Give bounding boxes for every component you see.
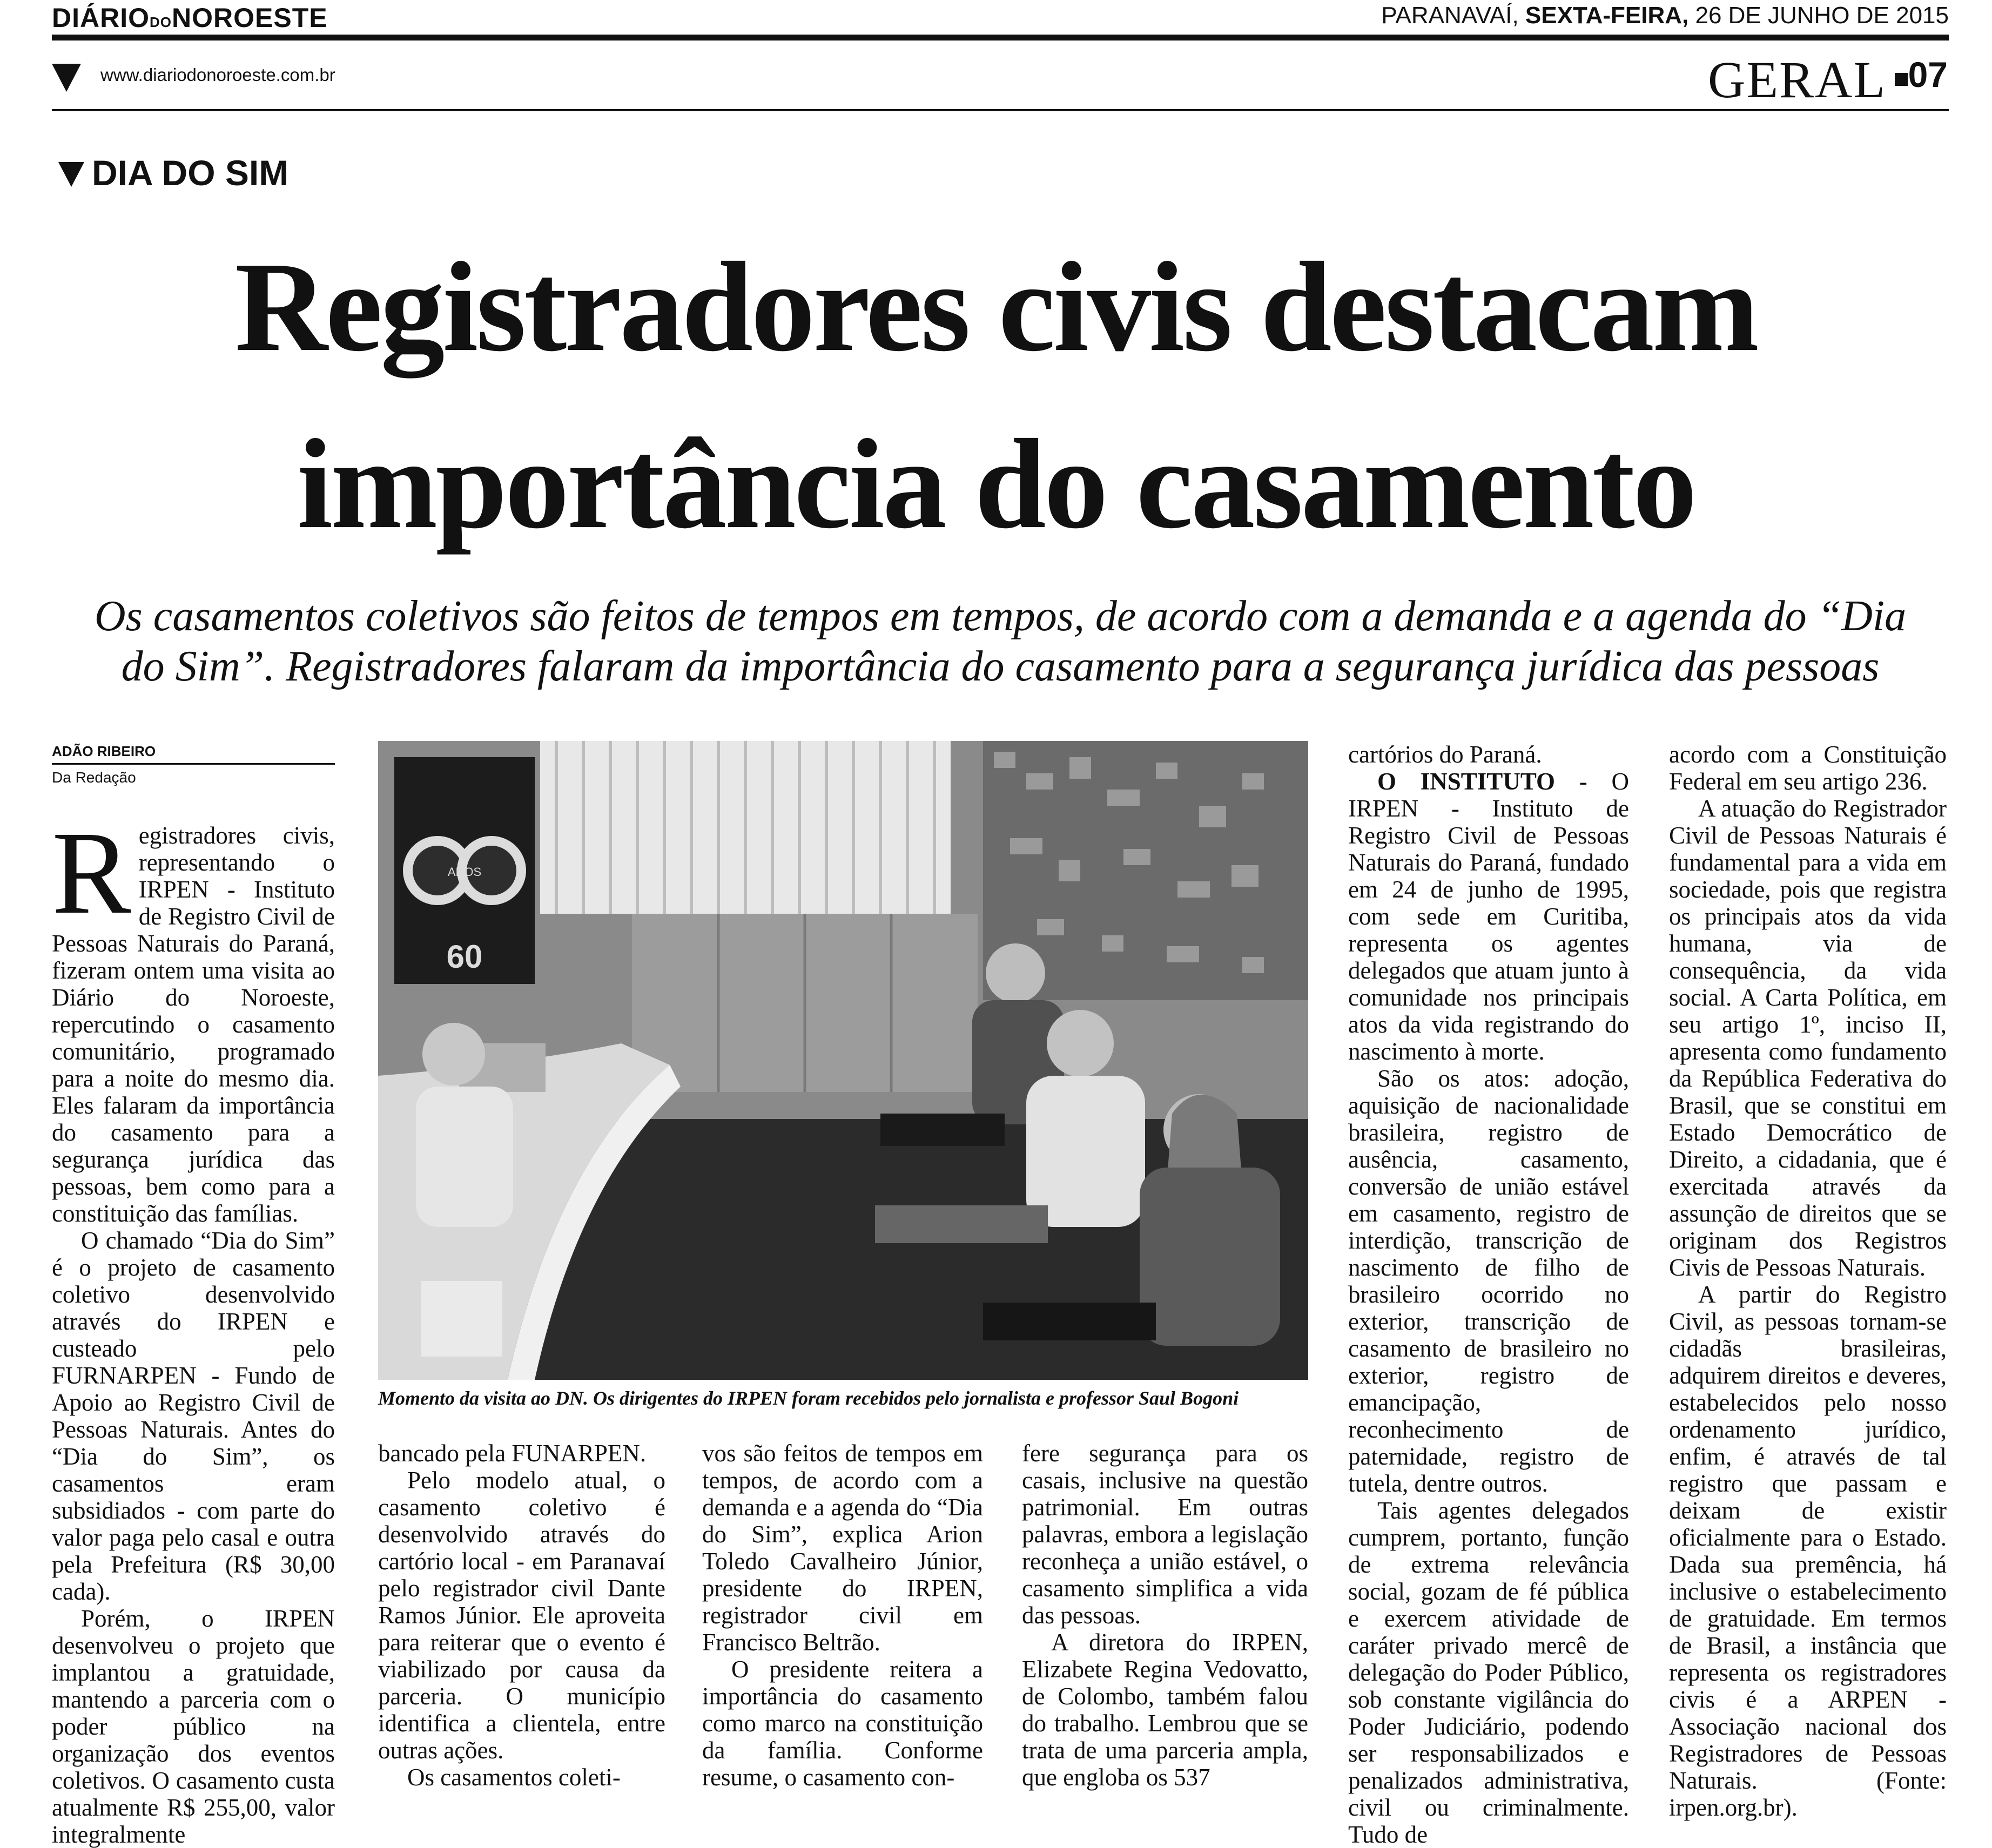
square-bullet-icon [1895,73,1908,86]
photo-caption: Momento da visita ao DN. Os dirigentes do IRPEN foram recebidos pelo jornalista e professor Saul Bogoni [378,1387,1239,1409]
section-rule [52,109,1949,111]
logo-small: DO [150,14,172,30]
dateline-city: PARANAVAÍ, [1381,2,1519,29]
paragraph-text: - O IRPEN - Instituto de Registro Civil de Pessoas Naturais do Paraná, fundado em 24 de junho de 1995, com sede em Curitiba, representa os agentes delegados que atuam junto à comunidade nos principais atos da vida registrando do nascimento à morte. [1348,768,1629,1065]
subhead-instituto: O INSTITUTO [1377,768,1556,795]
paragraph: Tais agentes delegados cumprem, portanto, função de extrema relevância social, gozam de fé pública e exercem atividade de caráter privado mercê de delegação do Poder Público, sob constante vigilância do Poder Judiciário, podendo ser responsabilizados e penalizados administrativa, civil ou criminalmente. Tudo de [1348,1497,1629,1848]
dateline-date: 26 DE JUNHO DE 2015 [1695,2,1949,29]
logo-part1: DIÁRIO [52,3,150,33]
paragraph: acordo com a Constituição Federal em seu artigo 236. [1669,741,1947,795]
photo-badge: 60 [446,939,483,975]
paragraph: O presidente reitera a importância do casamento como marco na constituição da família. Conforme resume, o casamento con- [702,1656,983,1791]
lead-paragraph [52,807,335,1227]
paragraph: Os casamentos coleti- [407,1764,621,1791]
article-column-1 [52,807,335,1848]
triangle-down-icon [52,64,81,92]
article-photo [378,741,1308,1380]
paragraph: A atuação do Registrador Civil de Pessoas Naturais é fundamental para a vida em sociedade, pois que registra os principais atos da vida humana, via de consequência, da vida social. A Carta Política, em seu artigo 1º, inciso II, apresenta como fundamento da República Federativa do Brasil, que se constitui em Estado Democrático de Direito, a cidadania, que é exercitada através da assunção de direitos que se originam dos Registros Civis de Pessoas Naturais. [1669,795,1947,1281]
dateline-day: SEXTA-FEIRA, [1525,2,1689,29]
headline-line-2: importância do casamento [297,413,1695,555]
site-url: www.diariodonoroeste.com.br [100,65,335,85]
paragraph: São os atos: adoção, aquisição de nacionalidade brasileira, registro de ausência, casamento, conversão de união estável em casamento, registro de interdição, transcrição de nascimento de filho de brasileiro ocorrido no exterior, transcrição de casamento de brasileiro no exterior, registro de emancipação, reconhecimento de paternidade, registro de tutela, dentre outros. [1348,1065,1629,1497]
author-name: ADÃO RIBEIRO [52,743,156,759]
drop-cap: R [52,807,131,939]
byline-rule [52,763,335,765]
headline-line-1: Registradores civis destacam [234,236,1758,378]
kicker: DIA DO SIM [92,153,289,193]
byline-block [52,743,335,786]
author-department: Da Redação [52,769,136,786]
photo-badge-sub: ANOS [447,865,482,879]
deck-line-1: Os casamentos coletivos são feitos de tempos em tempos, de acordo com a demanda e a agenda do “Dia [94,592,1907,640]
article-column-5 [1348,741,1629,1848]
article-column-4 [1022,1440,1308,1807]
paragraph: Pelo modelo atual, o casamento coletivo é desenvolvido através do cartório local - em Paranavaí pelo registrador civil Dante Ramos Júnior. Ele aproveita para reiterar que o evento é viabilizado por causa da parceria. O município identifica a clientela, entre outras ações. [378,1467,665,1764]
page-number: 07 [1908,55,1948,95]
section-name: GERAL [1708,51,1886,109]
kicker-triangle-icon [58,162,84,187]
deck-line-2: do Sim”. Registradores falaram da importância do casamento para a segurança jurídica das pessoas [121,643,1880,690]
paragraph: cartórios do Paraná. [1348,741,1542,768]
logo-part2: NOROESTE [172,3,328,33]
paragraph: Porém, o IRPEN desenvolveu o projeto que implantou a gratuidade, mantendo a parceria com o poder público na organização dos eventos coletivos. O casamento custa atualmente R$ 255,00, valor integralmente [52,1605,335,1848]
dateline [1381,2,1949,29]
paragraph [1348,768,1629,1065]
paragraph: O chamado “Dia do Sim” é o projeto de casamento coletivo desenvolvido através do IRPEN e custeado pelo FURNARPEN - Fundo de Apoio ao Registro Civil de Pessoas Naturais. Antes do “Dia do Sim”, os casamentos eram subsidiados - com parte do valor paga pelo casal e outra pela Prefeitura (R$ 30,00 cada). [52,1227,335,1605]
masthead-rule [52,35,1949,41]
newspaper-logo [52,2,328,33]
article-column-6 [1669,741,1947,1821]
paragraph: A partir do Registro Civil, as pessoas tornam-se cidadãs brasileiras, adquirem direitos e deveres, estabelecidos pelo nosso ordenamento jurídico, enfim, é através de tal registro que passam e deixam de existir oficialmente para o Estado. Dada sua premência, há inclusive o estabelecimento de gratuidade. Em termos de Brasil, a instância que representa os registradores civis é a ARPEN - Associação nacional dos Registradores de Pessoas Naturais. (Fonte: irpen.org.br). [1669,1281,1947,1821]
article-column-3 [702,1440,983,1807]
paragraph: bancado pela FUNARPEN. [378,1440,647,1467]
paragraph: fere segurança para os casais, inclusive na questão patrimonial. Em outras palavras, embora a legislação reconheça a união estável, o casamento simplifica a vida das pessoas. [1022,1440,1308,1629]
lead-text: egistradores civis, representando o IRPEN - Instituto de Registro Civil de Pessoas Naturais do Paraná, fizeram ontem uma visita ao Diário do Noroeste, repercutindo o casamento comunitário, programado para a noite do mesmo dia. Eles falaram da importância do casamento para a segurança jurídica das pessoas, bem como para a constituição das famílias. [52,822,335,1227]
article-column-2 [378,1440,665,1807]
office-photo-illustration [378,741,1308,1380]
paragraph: A diretora do IRPEN, Elizabete Regina Vedovatto, de Colombo, também falou do trabalho. Lembrou que se trata de uma parceria ampla, que engloba os 537 [1022,1629,1308,1791]
paragraph: vos são feitos de tempos em tempos, de acordo com a demanda e a agenda do “Dia do Sim”, explica Arion Toledo Cavalheiro Júnior, presidente do IRPEN, registrador civil em Francisco Beltrão. [702,1440,983,1656]
